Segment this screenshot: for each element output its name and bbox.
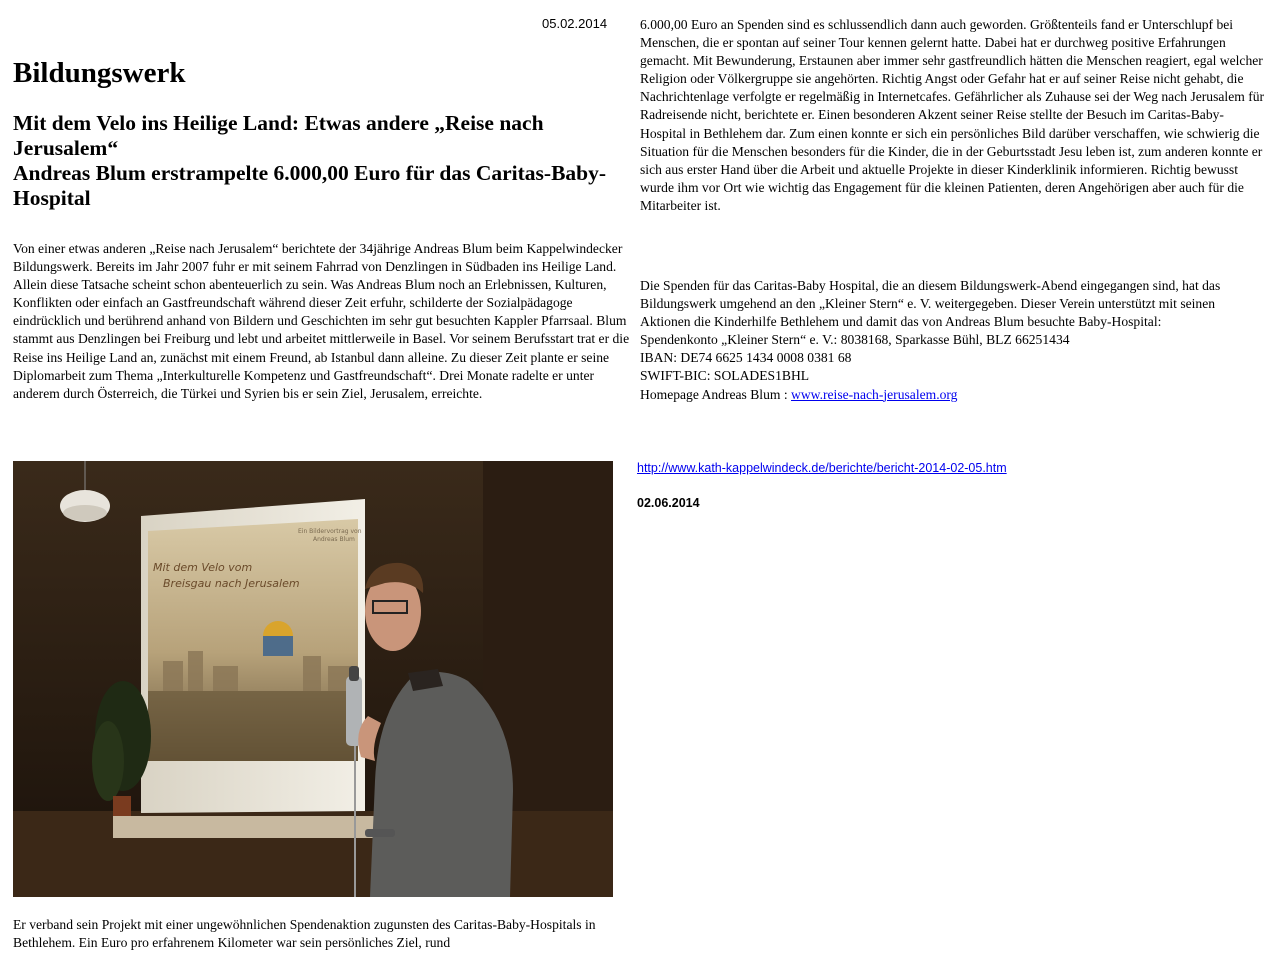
headline-line-2: Andreas Blum erstrampelte 6.000,00 Euro für das Caritas-Baby-Hospital xyxy=(13,161,607,210)
bank-account: Spendenkonto „Kleiner Stern“ e. V.: 8038168, Sparkasse Bühl, BLZ 66251434 xyxy=(640,332,1070,348)
slide-caption-line-2: Andreas Blum xyxy=(313,536,355,543)
section-title: Bildungswerk xyxy=(13,57,186,89)
presentation-photo-graphic xyxy=(13,461,613,897)
article-paragraph-4 xyxy=(640,277,1268,404)
homepage-line xyxy=(640,386,1268,404)
article-photo xyxy=(13,461,613,897)
slide-caption-line-1: Ein Bildervortrag von xyxy=(298,528,362,535)
slide-title-line-2: Breisgau nach Jerusalem xyxy=(163,577,300,590)
slide-title-line-1: Mit dem Velo vom xyxy=(153,561,253,574)
donation-info: Die Spenden für das Caritas-Baby Hospital, die an diesem Bildungswerk-Abend eingegangen sind, hat das Bildungswerk umgehend an den „Kleiner Stern“ e. V. weitergegeben. Dieser Verein unterstützt mit seinen Aktionen die Kinderhilfe Bethlehem und damit das von Andreas Blum besuchte Baby-Hospital: xyxy=(640,278,1221,330)
headline-line-1: Mit dem Velo ins Heilige Land: Etwas andere „Reise nach Jerusalem“ xyxy=(13,111,544,160)
article-paragraph-2: Er verband sein Projekt mit einer ungewöhnlichen Spendenaktion zugunsten des Caritas-Baby-Hospitals in Bethlehem. Ein Euro pro erfahrenem Kilometer war sein persönliches Ziel, rund xyxy=(13,917,596,951)
article-paragraph-1: Von einer etwas anderen „Reise nach Jerusalem“ berichtete der 34jährige Andreas Blum beim Kappelwindecker Bildungswerk. Bereits im Jahr 2007 fuhr er mit seinem Fahrrad von Denzlingen in Südbaden ins Heilige Land. Allein diese Tatsache scheint schon abenteuerlich zu sein. Was Andreas Blum noch an Erlebnissen, Kulturen, Konflikten oder einfach an Gastfreundschaft während dieser Zeit erfuhr, schilderte der Sozialpädagoge eindrücklich und berührend anhand von Bildern und Geschichten im sehr gut besuchten Kappler Pfarrsaal. Blum stammt aus Denzlingen bei Freiburg und lebt und arbeitet mittlerweile in Basel. Vor seinem Berufsstart trat er die Reise ins Heilige Land an, zunächst mit einem Freund, ab Istanbul dann alleine. Zu dieser Zeit plante er seine Diplomarbeit zum Thema „Interkulturelle Kompetenz und Gastfreundschaft“. Drei Monate radelte er unter anderem durch Österreich, die Türkei und Syrien bis er sein Ziel, Jerusalem, erreichte. xyxy=(13,241,630,401)
article-paragraph-3: 6.000,00 Euro an Spenden sind es schlussendlich dann auch geworden. Größtenteils fand er Unterschlupf bei Menschen, die er spontan auf seiner Tour kennen gelernt hatte. Dabei hat er durchweg positive Erfahrungen gemacht. Mit Bewunderung, Erstaunen aber immer sehr gastfreundlich hätten die Menschen reagiert, egal welcher Religion oder Völkergruppe sie angehörten. Richtig Angst oder Gefahr hat er auf seiner Reise nicht gehabt, die Nachrichtenlage verfolgte er regelmäßig in Internetcafes. Gefährlicher als Zuhause sei der Weg nach Jerusalem für Radreisende nicht, berichtete er. Einen besonderen Akzent seiner Reise stellte der Besuch im Caritas-Baby-Hospital in Bethlehem dar. Zum einen konnte er sich ein persönliches Bild darüber verschaffen, wie schwierig die Situation für die Menschen besonders für die Kinder, die in der Geburtsstadt Jesu leben ist, zum anderen konnte er sich aus erster Hand über die Arbeit und aktuelle Projekte in dieser Kinderklinik informieren. Richtig bewusst wurde ihm vor Ort wie wichtig das Engagement für die kleinen Patienten, deren Angehörigen aber auch für die Mitarbeiter ist. xyxy=(640,17,1265,213)
homepage-link[interactable]: www.reise-nach-jerusalem.org xyxy=(791,386,958,402)
source-url-link[interactable]: http://www.kath-kappelwindeck.de/berichte/bericht-2014-02-05.htm xyxy=(637,461,1007,475)
print-date: 05.02.2014 xyxy=(542,16,608,31)
homepage-label: Homepage Andreas Blum : xyxy=(640,386,792,402)
iban: IBAN: DE74 6625 1434 0008 0381 68 xyxy=(640,350,852,366)
capture-date: 02.06.2014 xyxy=(637,496,700,510)
swift-bic: SWIFT-BIC: SOLADES1BHL xyxy=(640,368,810,384)
article-headline xyxy=(13,111,623,211)
source-url-line xyxy=(637,461,1007,475)
